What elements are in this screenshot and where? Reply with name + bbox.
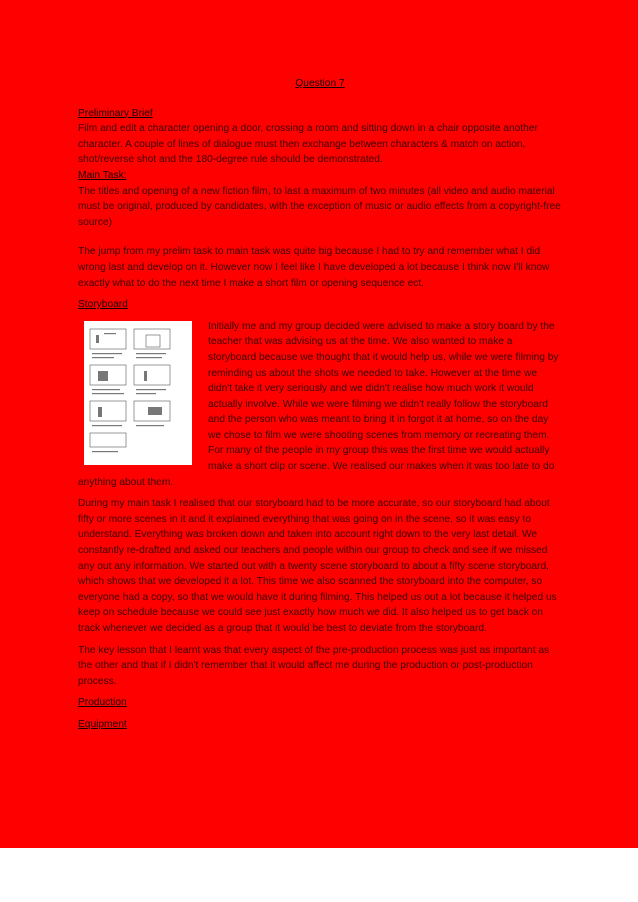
main-task-text: The titles and opening of a new fiction film, to last a maximum of two minutes (all video and audio material must be original, produced by candidates, with the exception of music or audio effects from a copyright-free source) xyxy=(78,185,561,228)
prelim-heading: Preliminary Brief xyxy=(78,107,153,119)
equipment-heading: Equipment xyxy=(78,718,127,730)
prelim-text: Film and edit a character opening a door, crossing a room and sitting down in a chair opposite another character. A couple of lines of dialogue must then exchange between characters & match on action, shot/reverse shot and the 180-degree rule should be demonstrated. xyxy=(78,123,538,166)
production-heading: Production xyxy=(78,697,127,709)
storyboard-paragraph-2: During my main task I realised that our storyboard had to be more accurate, so our storyboard had about fifty or more scenes in it and it explained everything that was going on in the scene, so it was easy to understand. Everything was broken down and taken into account right down to the very last detail. We constantly re-drafted and asked our teachers and people within our group to check and see if we missed any out any information. We started out with a twenty scene storyboard to about a fifty scene storyboard, which shows that we developed it a lot. This time we also scanned the storyboard into the computer, so everyone had a copy, so that we would have it during filming. This helped us out a lot because it helped us keep on schedule because we could see just exactly how much we did. It also helped us to get back on track whenever we decided as a group that it would be best to deviate from the storyboard. xyxy=(78,498,557,634)
document-content xyxy=(78,70,562,739)
storyboard-paragraph-1: Initially me and my group decided were advised to make a story board by the teacher that was advising us at the time. We also wanted to make a storyboard because we thought that it would help us, while we were filming by reminding us about the shots we needed to take. However at the time we didn't take it very seriously and we didn't realise how much work it would actually involve. While we were filming we didn't really follow the storyboard and the person who was meant to bring it in forgot it at home, so on the day we chose to film we were shooting scenes from memory or recreating them. For many of the people in my group this was the first time we would actually make a short clip or scene. We realised our makes when it was too late to do anything about them. xyxy=(78,320,559,488)
storyboard-heading: Storyboard xyxy=(78,299,128,311)
main-task-heading: Main Task: xyxy=(78,169,127,181)
jump-paragraph: The jump from my prelim task to main task was quite big because I had to try and remember what I did wrong last and develop on it. However now I feel like I have developed a lot because I think now I'll know exactly what to do the next time I make a short film or opening sequence ect. xyxy=(78,246,550,289)
storyboard-paragraph-3: The key lesson that I learnt was that every aspect of the pre-production process was just as important as the other and that if I didn't remember that it would affect me during the production or post-production process. xyxy=(78,644,550,687)
storyboard-image xyxy=(84,321,192,465)
page-title: Question 7 xyxy=(295,78,345,89)
